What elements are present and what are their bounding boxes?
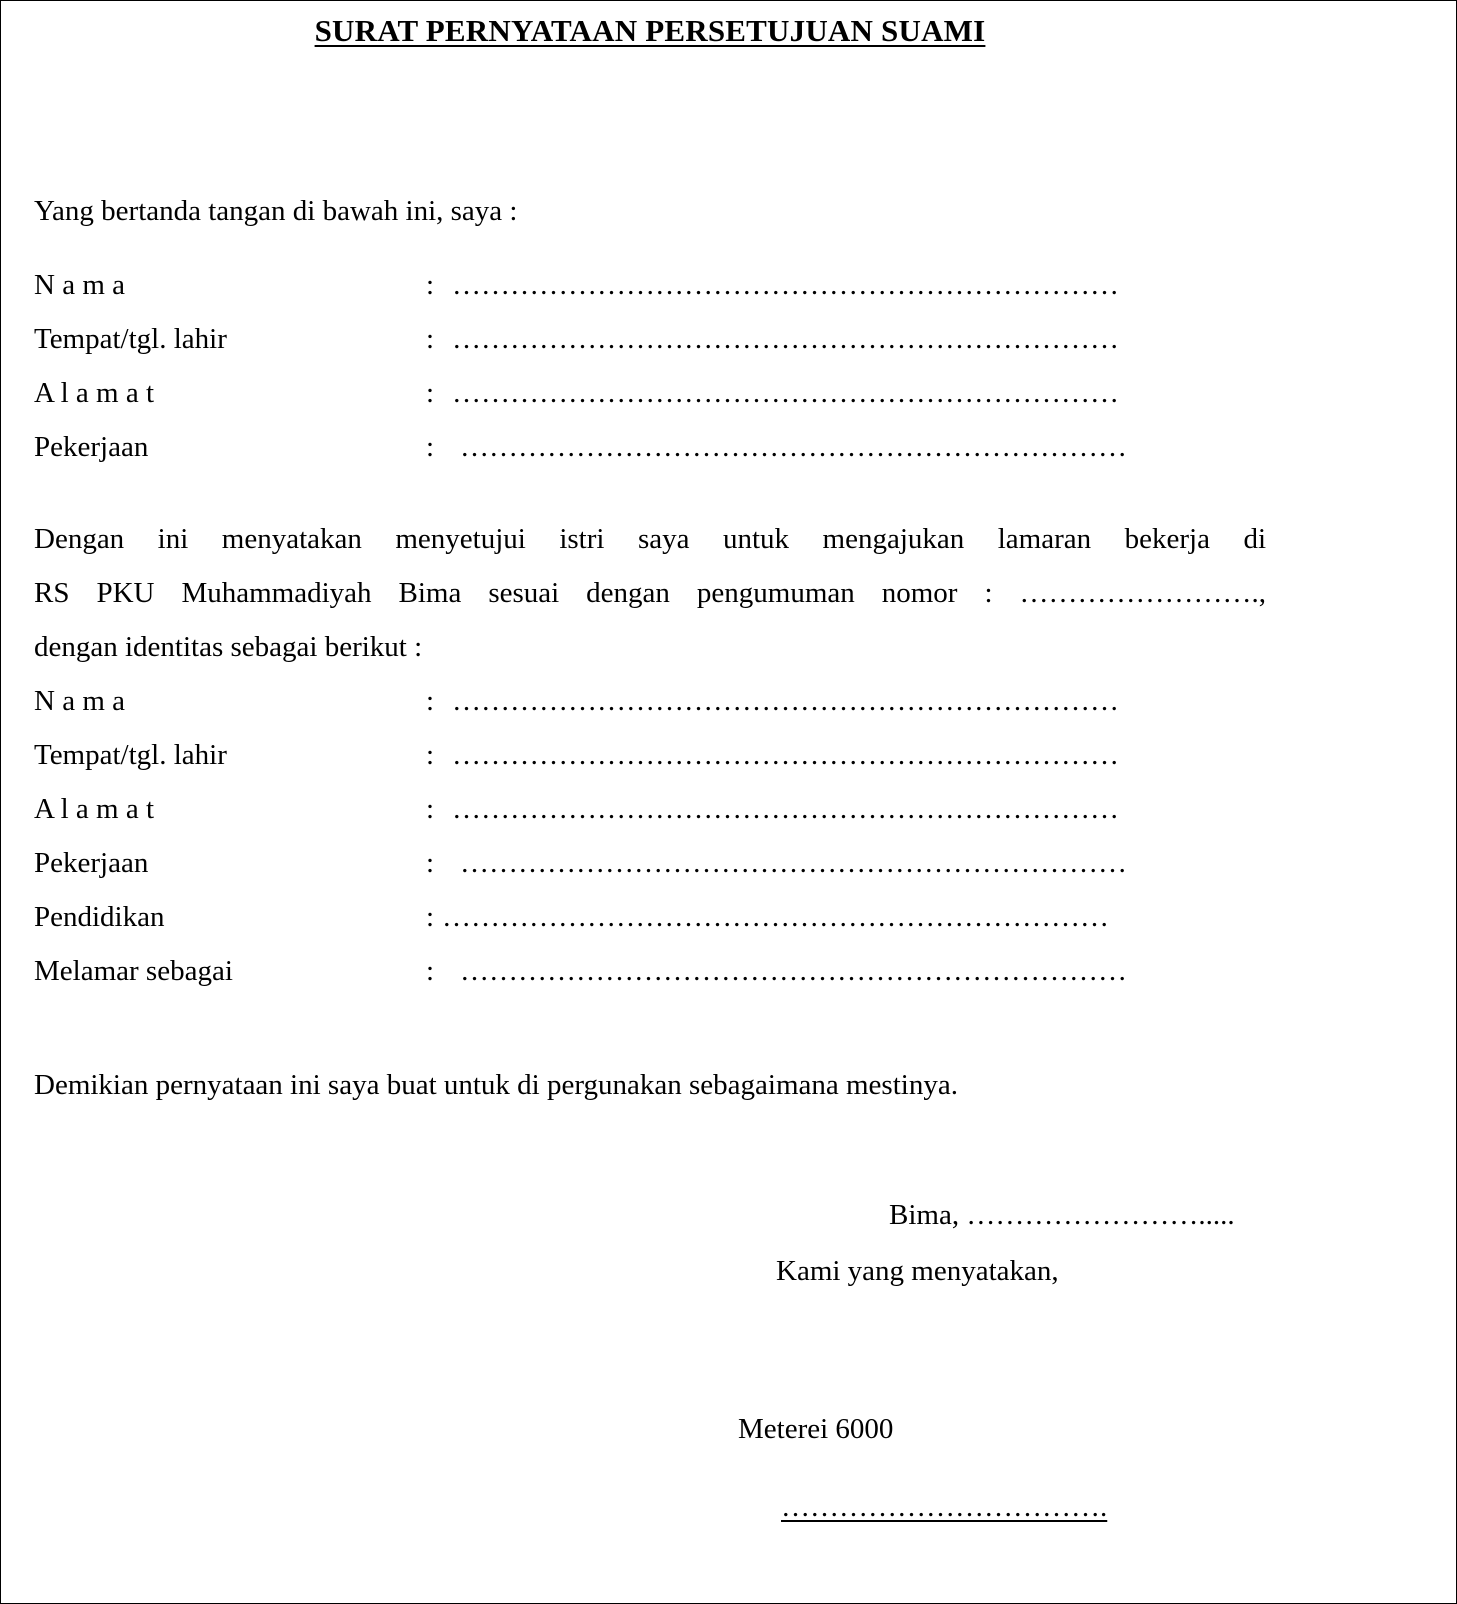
field-blank: …………………………………………………………… bbox=[452, 323, 1119, 355]
place-date: Bima, ……………………..... bbox=[889, 1199, 1235, 1231]
field-colon: : bbox=[426, 323, 435, 355]
field-label: N a m a bbox=[34, 269, 125, 301]
statement-line-1: Dengan ini menyatakan menyetujui istri saya untuk mengajukan lamaran bekerja di bbox=[34, 523, 1266, 555]
field-label: A l a m a t bbox=[34, 377, 155, 409]
signer-caption: Kami yang menyatakan, bbox=[776, 1255, 1059, 1287]
field-blank: …………………………………………………………… bbox=[460, 431, 1127, 463]
field-colon: : bbox=[426, 901, 435, 933]
field-colon: : bbox=[426, 269, 435, 301]
closing-text: Demikian pernyataan ini saya buat untuk di pergunakan sebagaimana mestinya. bbox=[34, 1069, 958, 1101]
field-label: Pekerjaan bbox=[34, 431, 149, 463]
field-blank: …………………………………………………………… bbox=[460, 955, 1127, 987]
intro-text: Yang bertanda tangan di bawah ini, saya : bbox=[34, 195, 518, 227]
field-blank: …………………………………………………………… bbox=[460, 847, 1127, 879]
field-blank: …………………………………………………………… bbox=[452, 685, 1119, 717]
field-colon: : bbox=[426, 431, 435, 463]
field-colon: : bbox=[426, 955, 435, 987]
field-label: Tempat/tgl. lahir bbox=[34, 739, 227, 771]
field-label: Tempat/tgl. lahir bbox=[34, 323, 227, 355]
field-blank: …………………………………………………………… bbox=[452, 269, 1119, 301]
field-colon: : bbox=[426, 793, 435, 825]
field-blank: …………………………………………………………… bbox=[442, 901, 1109, 933]
field-label: A l a m a t bbox=[34, 793, 155, 825]
letter-title: SURAT PERNYATAAN PERSETUJUAN SUAMI bbox=[314, 13, 986, 48]
field-blank: …………………………………………………………… bbox=[452, 377, 1119, 409]
field-label: N a m a bbox=[34, 685, 125, 717]
field-colon: : bbox=[426, 739, 435, 771]
stamp-label: Meterei 6000 bbox=[738, 1413, 894, 1445]
field-label: Pekerjaan bbox=[34, 847, 149, 879]
field-blank: …………………………………………………………… bbox=[452, 793, 1119, 825]
signature-name-line: ……………………………. bbox=[781, 1491, 1108, 1523]
field-label: Pendidikan bbox=[34, 901, 165, 933]
statement-line-3: dengan identitas sebagai berikut : bbox=[34, 631, 423, 663]
field-colon: : bbox=[426, 377, 435, 409]
field-colon: : bbox=[426, 847, 435, 879]
field-colon: : bbox=[426, 685, 435, 717]
field-label: Melamar sebagai bbox=[34, 955, 233, 987]
field-blank: …………………………………………………………… bbox=[452, 739, 1119, 771]
statement-line-2: RS PKU Muhammadiyah Bima sesuai dengan pengumuman nomor : ……………………., bbox=[34, 577, 1266, 609]
